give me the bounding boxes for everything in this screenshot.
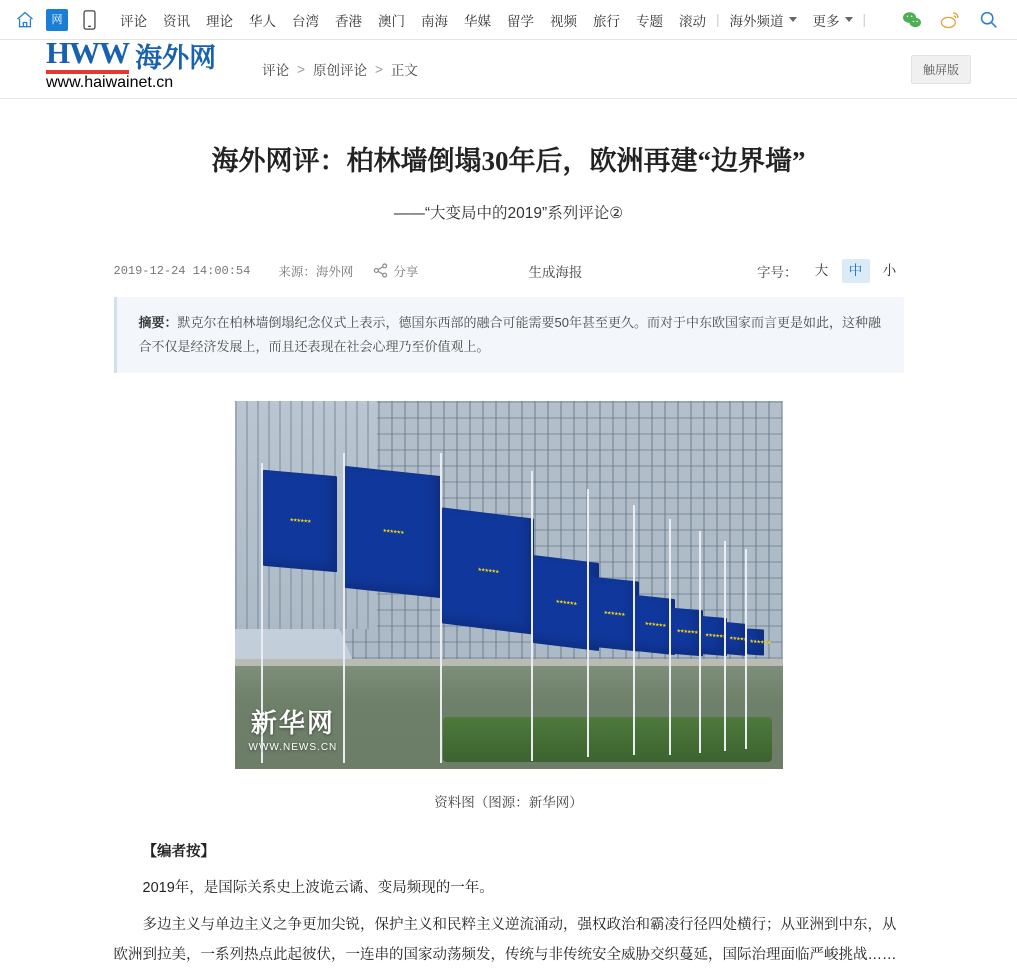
nav-dropdown-overseas-label: 海外频道 [729,13,784,29]
nav-dropdown-more[interactable] [805,10,861,30]
nav-link-10[interactable]: 视频 [550,13,577,29]
nav-divider: | [862,12,867,27]
chevron-down-icon [789,17,797,22]
nav-link-7[interactable]: 南海 [421,13,448,29]
article-container [114,99,904,971]
breadcrumb-separator: > [297,61,306,77]
nav-link-8[interactable]: 华媒 [464,13,491,29]
page-title: 海外网评：柏林墙倒塌30年后，欧洲再建“边界墙” [211,146,806,176]
weibo-icon[interactable] [939,9,961,31]
nav-link-13[interactable]: 滚动 [679,13,706,29]
image-watermark [249,703,338,753]
article-figure [114,401,904,811]
nav-link-5[interactable]: 香港 [335,13,362,29]
share-label: 分享 [393,264,419,279]
site-logo[interactable] [46,34,217,102]
nav-dropdown-more-label: 更多 [812,13,840,29]
home-icon[interactable] [14,9,36,31]
nav-link-0[interactable]: 评论 [120,13,147,29]
search-icon[interactable] [977,9,999,31]
site-badge-icon[interactable]: 网 [46,9,68,31]
image-watermark-text: 新华网 [250,708,335,738]
nav-link-11[interactable]: 旅行 [593,13,620,29]
article-subtitle: ——“大变局中的2019”系列评论② [393,204,624,222]
nav-dropdown-overseas[interactable] [722,10,805,30]
top-navigation-bar [0,0,1017,40]
touch-version-button[interactable]: 触屏版 [911,55,971,84]
nav-link-6[interactable]: 澳门 [378,13,405,29]
article-abstract [114,297,904,373]
article-paragraph-1: 2019年，是国际关系史上波诡云谲、变局频现的一年。 [142,880,494,897]
breadcrumb [262,59,418,79]
publish-timestamp: 2019-12-24 14:00:54 [113,263,251,278]
breadcrumb-item-1[interactable]: 原创评论 [313,63,368,78]
top-right-icon-group [901,9,1003,31]
share-icon [373,263,388,278]
nav-link-1[interactable]: 资讯 [163,13,190,29]
nav-link-4[interactable]: 台湾 [292,13,319,29]
chevron-down-icon [845,17,853,22]
abstract-prefix: 摘要： [138,314,178,330]
wechat-icon[interactable] [901,9,923,31]
font-size-control [757,259,904,283]
image-watermark-url: WWW.NEWS.CN [248,741,338,753]
article-image [235,401,783,769]
article-body [114,837,904,971]
nav-link-3[interactable]: 华人 [249,13,276,29]
nav-link-12[interactable]: 专题 [636,13,663,29]
breadcrumb-item-0[interactable]: 评论 [262,63,290,78]
abstract-text: 默克尔在柏林墙倒塌纪念仪式上表示，德国东西部的融合可能需要50年甚至更久。而对于中东欧国家而言更是如此，这种融合不仅是经济发展上，而且还表现在社会心理乃至价值观上。 [138,314,881,354]
logo-name: 海外网 [135,42,217,73]
article-paragraph-0: 【编者按】 [142,843,215,860]
logo-abbr: HWW [46,34,130,70]
site-header [0,34,1017,99]
breadcrumb-item-2: 正文 [390,63,418,78]
logo-url: www.haiwainet.cn [46,73,174,91]
article-meta-bar [114,253,904,297]
image-caption: 资料图（图源：新华网） [434,794,583,810]
article-paragraph-2: 多边主义与单边主义之争更加尖锐，保护主义和民粹主义逆流涌动，强权政治和霸凌行径四处横行；从亚洲到中东，从欧洲到拉美，一系列热点此起彼伏，一连串的国家动荡频发，传统与非传统安全威胁交织蔓延，国际治理面临严峻挑战…… [113,916,897,964]
font-size-medium[interactable]: 中 [842,259,870,283]
nav-link-2[interactable]: 理论 [206,13,233,29]
breadcrumb-separator: > [375,61,383,77]
font-size-label: 字号： [757,264,798,280]
nav-link-9[interactable]: 留学 [507,13,534,29]
phone-icon[interactable] [78,9,100,31]
nav-divider: | [716,12,720,27]
font-size-large[interactable]: 大 [814,262,829,278]
article-source: 来源：海外网 [278,264,354,279]
logo-underline [46,70,129,74]
share-button[interactable] [373,262,418,280]
font-size-small[interactable]: 小 [882,262,897,278]
generate-poster-button[interactable]: 生成海报 [528,264,583,280]
